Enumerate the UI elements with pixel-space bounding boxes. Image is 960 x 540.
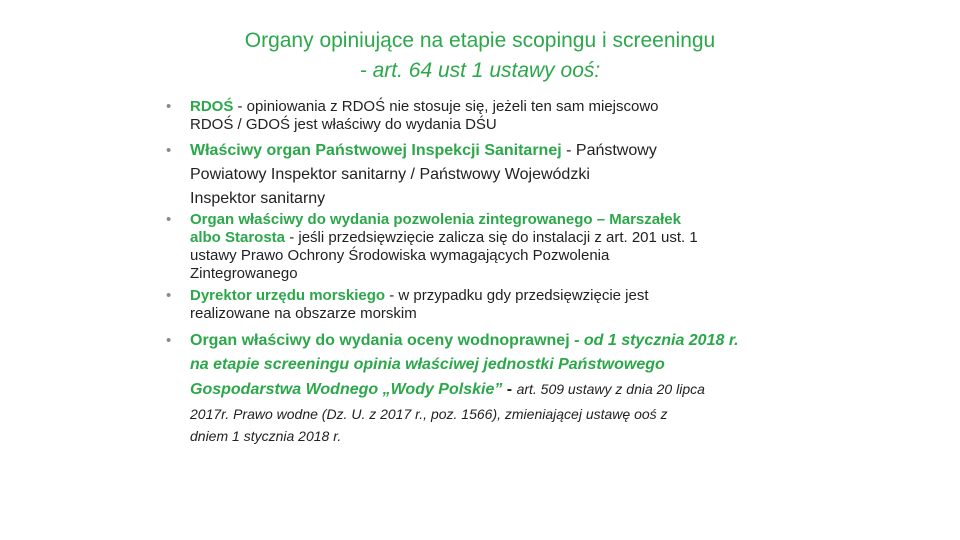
slide-title	[0, 26, 960, 86]
item-text: - w przypadku gdy przedsięwzięcie jest	[385, 287, 649, 304]
bullet-item-rdos	[166, 98, 816, 134]
item-heading: Właściwy organ Państwowej Inspekcji Sanitarnej	[190, 142, 562, 159]
bullet-icon: •	[166, 142, 172, 159]
item-heading: Gospodarstwa Wodnego „Wody Polskie”	[190, 381, 503, 398]
bullet-icon: •	[166, 287, 172, 304]
item-text: - opiniowania z RDOŚ nie stosuje się, jeżeli ten sam miejscowo	[233, 98, 659, 115]
item-heading: Dyrektor urzędu morskiego	[190, 287, 386, 304]
item-heading: Organ właściwy do wydania pozwolenia zintegrowanego – Marszałek	[190, 211, 681, 228]
bullet-icon: •	[166, 211, 172, 228]
bullet-icon: •	[166, 332, 172, 349]
bullet-icon: •	[166, 98, 172, 115]
item-text: realizowane na obszarze morskim	[190, 305, 417, 322]
item-heading: RDOŚ	[190, 98, 234, 115]
item-text: - jeśli przedsięwzięcie zalicza się do instalacji z art. 201 ust. 1	[285, 229, 698, 246]
item-text: Powiatowy Inspektor sanitarny / Państwowy Wojewódzki	[190, 166, 590, 183]
item-heading: Organ właściwy do wydania oceny wodnoprawnej	[190, 332, 570, 349]
item-citation: art. 509 ustawy z dnia 20 lipca	[516, 381, 705, 397]
item-text: Zintegrowanego	[190, 265, 298, 282]
item-citation: 2017r. Prawo wodne (Dz. U. z 2017 r., poz. 1566), zmieniającej ustawę ooś z	[190, 406, 668, 422]
item-text: - Państwowy	[561, 142, 657, 159]
title-line-1: Organy opiniujące na etapie scopingu i screeningu	[244, 29, 716, 52]
item-text: RDOŚ / GDOŚ jest właściwy do wydania DŚU	[190, 116, 497, 133]
title-line-2: - art. 64 ust 1 ustawy ooś:	[359, 59, 601, 82]
item-dash: -	[502, 381, 517, 398]
item-note: - od 1 stycznia 2018 r.	[569, 332, 739, 349]
item-text: Inspektor sanitarny	[190, 190, 326, 207]
bullet-list	[166, 97, 816, 446]
item-heading: albo Starosta	[190, 229, 286, 246]
bullet-item-water-law	[166, 329, 816, 446]
bullet-item-maritime	[166, 287, 816, 323]
item-note: na etapie screeningu opinia właściwej jednostki Państwowego	[190, 356, 665, 373]
bullet-item-sanitary	[166, 139, 816, 211]
item-citation: dniem 1 stycznia 2018 r.	[190, 428, 342, 444]
bullet-item-integrated-permit	[166, 211, 816, 283]
item-text: ustawy Prawo Ochrony Środowiska wymagających Pozwolenia	[190, 247, 610, 264]
